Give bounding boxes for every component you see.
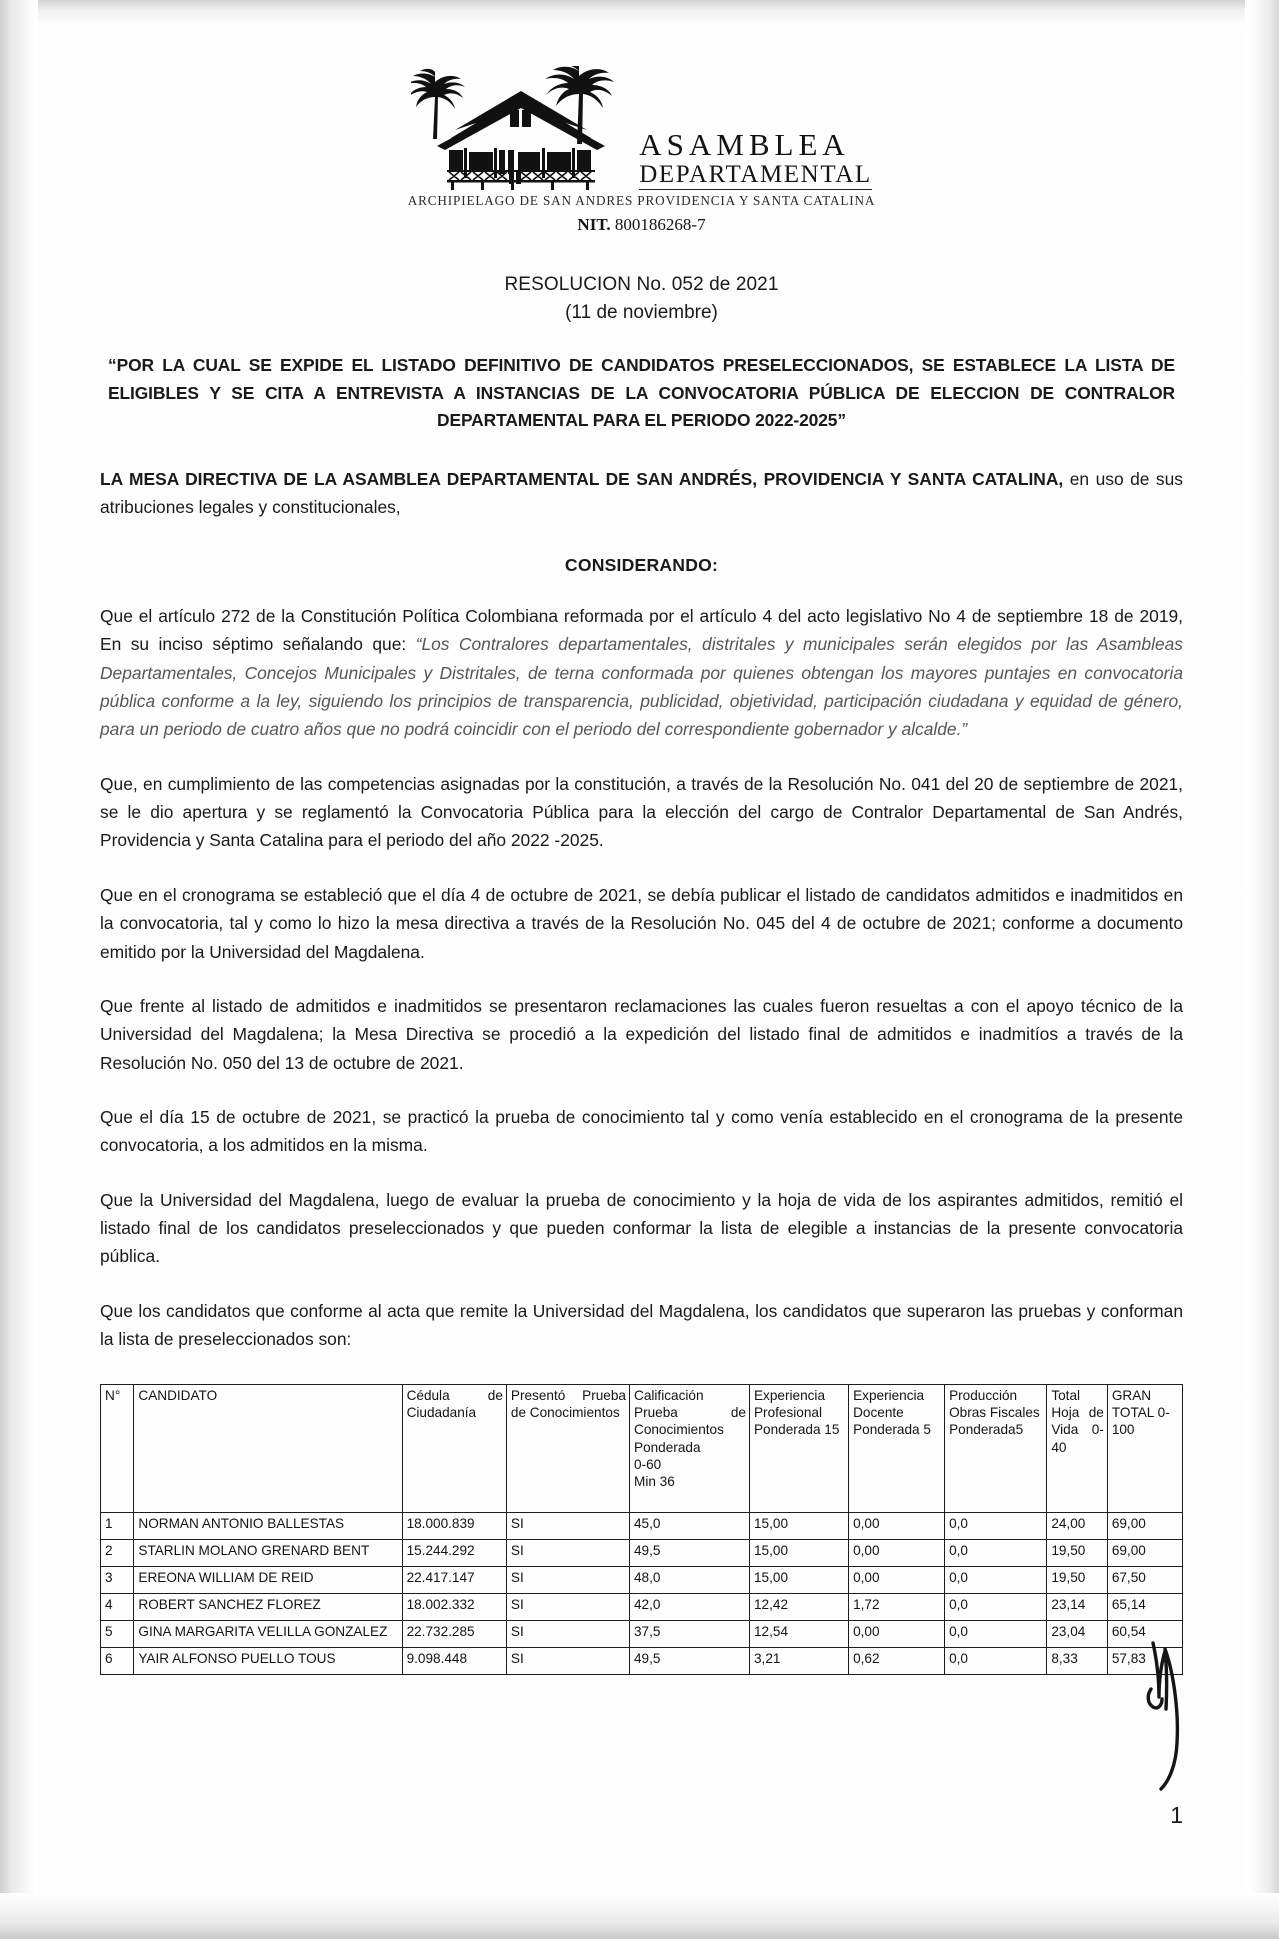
nit-label: NIT. [577, 215, 611, 234]
scan-edge-top [0, 0, 1279, 26]
cell-candidato: YAIR ALFONSO PUELLO TOUS [134, 1647, 402, 1674]
paragraph-2: Que, en cumplimiento de las competencias asignadas por la constitución, a través de la Resolución No. 041 del 20 de septiembre de 2021, se le dio apertura y se reglamentó la Convocatoria Pública para la elección del cargo de Contralor Departamental de San Andrés, Providencia y Santa Catalina para el periodo del año 2022 -2025. [100, 773, 1183, 851]
th-cedula-r: de [487, 1387, 503, 1403]
resolution-purpose: “POR LA CUAL SE EXPIDE EL LISTADO DEFINITIVO DE CANDIDATOS PRESELECCIONADOS, SE ESTABLECE LA LISTA DE ELIGIBLES Y SE CITA A ENTREVISTA A INSTANCIAS DE LA CONVOCATORIA PÚBLICA DE ELECCION DE CONTRALOR DEPARTAMENTAL PARA EL PERIODO 2022-2025” [108, 355, 1175, 431]
org-tagline: ARCHIPIELAGO DE SAN ANDRES PROVIDENCIA Y SANTA CATALINA [407, 193, 876, 208]
scan-edge-right [1245, 0, 1279, 1939]
cell-gran-total: 67,50 [1107, 1566, 1182, 1593]
cell-produccion: 0,0 [945, 1566, 1047, 1593]
th-expprof-1: Experiencia [753, 1387, 826, 1403]
cell-total-hv: 23,14 [1047, 1593, 1108, 1620]
cell-gran-total: 57,83 [1107, 1647, 1182, 1674]
th-presento-2: de Conocimientos [510, 1404, 620, 1420]
paragraph-7: Que los candidatos que conforme al acta que remite la Universidad del Magdalena, los candidatos que superaron las pruebas y conforman la lista de preseleccionados son: [100, 1300, 1183, 1350]
th-total-4: 40 [1051, 1439, 1067, 1455]
considerando-heading: CONSIDERANDO: [564, 554, 719, 575]
preamble [100, 465, 1183, 521]
cell-gran-total: 65,14 [1107, 1593, 1182, 1620]
cell-numero: 4 [101, 1593, 134, 1620]
cell-exp-docente: 1,72 [849, 1593, 945, 1620]
th-prod-2: Obras Fiscales [949, 1404, 1040, 1420]
paragraph-4: Que frente al listado de admitidos e inadmitidos se presentaron reclamaciones las cuales fueron resueltas a con el apoyo técnico de la Universidad del Magdalena; la Mesa Directiva se procedió a la expedición del listado final de admitidos e inadmitíos a través de la Resolución No. 050 del 13 de octubre de 2021. [100, 995, 1183, 1073]
th-expdoc-1: Experiencia [853, 1387, 925, 1403]
cell-exp-docente: 0,00 [849, 1512, 945, 1539]
th-experiencia-profesional [749, 1384, 848, 1512]
th-presento-r: Prueba [582, 1387, 626, 1403]
th-total-2l: Hoja [1051, 1404, 1080, 1420]
th-total-hoja-vida [1047, 1384, 1108, 1512]
cell-exp-profesional: 15,00 [749, 1512, 848, 1539]
th-cedula-2: Ciudadanía [406, 1404, 477, 1420]
paragraph-1 [100, 602, 1183, 744]
th-calif-3: Conocimientos [634, 1422, 724, 1438]
cell-total-hv: 19,50 [1047, 1566, 1108, 1593]
th-calif-6: Min 36 [634, 1474, 675, 1490]
th-gran-1: GRAN [1111, 1387, 1152, 1403]
th-expdoc-3: Ponderada 5 [853, 1422, 931, 1438]
cell-total-hv: 8,33 [1047, 1647, 1108, 1674]
scan-edge-left [0, 0, 38, 1939]
cell-candidato: ROBERT SANCHEZ FLOREZ [134, 1593, 402, 1620]
candidates-table-wrapper [100, 1384, 1183, 1675]
table-row [101, 1512, 1183, 1539]
cell-cedula: 22.417.147 [402, 1566, 506, 1593]
th-gran-total [1107, 1384, 1182, 1512]
table-row [101, 1647, 1183, 1674]
th-expprof-3: Ponderada 15 [753, 1422, 840, 1438]
th-presento-prueba [506, 1384, 629, 1512]
org-subname: DEPARTAMENTAL [639, 162, 871, 191]
th-cedula-l: Cédula [406, 1387, 450, 1403]
table-body [101, 1512, 1183, 1674]
table-row [101, 1539, 1183, 1566]
cell-gran-total: 69,00 [1107, 1539, 1182, 1566]
th-numero: N° [101, 1384, 134, 1512]
cell-exp-docente: 0,00 [849, 1539, 945, 1566]
table-row [101, 1566, 1183, 1593]
cell-candidato: STARLIN MOLANO GRENARD BENT [134, 1539, 402, 1566]
cell-exp-profesional: 15,00 [749, 1566, 848, 1593]
cell-numero: 3 [101, 1566, 134, 1593]
th-cedula [402, 1384, 506, 1512]
cell-exp-docente: 0,00 [849, 1566, 945, 1593]
cell-gran-total: 60,54 [1107, 1620, 1182, 1647]
th-candidato: CANDIDATO [134, 1384, 402, 1512]
cell-calificacion: 48,0 [630, 1566, 750, 1593]
th-prod-3: Ponderada5 [949, 1422, 1024, 1438]
th-prod-1: Producción [949, 1387, 1018, 1403]
cell-numero: 6 [101, 1647, 134, 1674]
paragraph-6: Que la Universidad del Magdalena, luego de evaluar la prueba de conocimiento y la hoja de vida de los aspirantes admitidos, remitió el listado final de los candidatos preseleccionados y que pueden conformar la lista de elegible a instancias de la presente convocatoria pública. [100, 1189, 1183, 1267]
cell-candidato: EREONA WILLIAM DE REID [134, 1566, 402, 1593]
paragraph-1-lead: Que el artículo 272 de la Constitución Política Colombiana reformada por el artículo 4 del acto legislativo No 4 de septiembre 18 de 2019, En su inciso séptimo señalando que: [100, 605, 1183, 655]
cell-exp-profesional: 3,21 [749, 1647, 848, 1674]
cell-exp-profesional: 12,42 [749, 1593, 848, 1620]
th-calif-5: 0-60 [634, 1457, 662, 1473]
cell-total-hv: 19,50 [1047, 1539, 1108, 1566]
cell-presento: SI [506, 1593, 629, 1620]
cell-cedula: 9.098.448 [402, 1647, 506, 1674]
cell-cedula: 18.002.332 [402, 1593, 506, 1620]
th-gran-3: 100 [1111, 1422, 1135, 1438]
cell-candidato: NORMAN ANTONIO BALLESTAS [134, 1512, 402, 1539]
page-number: 1 [1170, 1802, 1183, 1828]
cell-exp-docente: 0,62 [849, 1647, 945, 1674]
cell-produccion: 0,0 [945, 1593, 1047, 1620]
th-total-3r: 0- [1091, 1422, 1104, 1438]
nit-value: 800186268-7 [614, 215, 706, 234]
document-sheet [38, 26, 1245, 1899]
table-row [101, 1593, 1183, 1620]
th-presento-l: Presentó [510, 1387, 566, 1403]
cell-cedula: 18.000.839 [402, 1512, 506, 1539]
th-calif-4: Ponderada [634, 1439, 701, 1455]
cell-total-hv: 24,00 [1047, 1512, 1108, 1539]
document-body [100, 271, 1183, 1675]
cell-calificacion: 37,5 [630, 1620, 750, 1647]
cell-exp-docente: 0,00 [849, 1620, 945, 1647]
cell-produccion: 0,0 [945, 1647, 1047, 1674]
th-produccion-obras-fiscales [945, 1384, 1047, 1512]
table-header-row [101, 1384, 1183, 1512]
nit-line [100, 215, 1183, 235]
cell-numero: 1 [101, 1512, 134, 1539]
th-calif-2l: Prueba [634, 1404, 678, 1420]
cell-exp-profesional: 15,00 [749, 1539, 848, 1566]
scan-edge-bottom [0, 1893, 1279, 1939]
th-total-1: Total [1051, 1387, 1081, 1403]
letterhead [100, 44, 1183, 194]
th-expprof-2: Profesional [753, 1404, 822, 1420]
th-calificacion [630, 1384, 750, 1512]
cell-exp-profesional: 12,54 [749, 1620, 848, 1647]
cell-numero: 5 [101, 1620, 134, 1647]
th-experiencia-docente [849, 1384, 945, 1512]
cell-produccion: 0,0 [945, 1539, 1047, 1566]
table-header [101, 1384, 1183, 1512]
cell-cedula: 22.732.285 [402, 1620, 506, 1647]
th-total-2r: de [1088, 1404, 1104, 1420]
cell-numero: 2 [101, 1539, 134, 1566]
preamble-bold: LA MESA DIRECTIVA DE LA ASAMBLEA DEPARTAMENTAL DE SAN ANDRÉS, PROVIDENCIA Y SANTA CATALINA, [100, 468, 1064, 489]
org-name: ASAMBLEA [639, 126, 850, 162]
cell-produccion: 0,0 [945, 1620, 1047, 1647]
th-calif-1: Calificación [634, 1387, 704, 1403]
cell-presento: SI [506, 1620, 629, 1647]
th-calif-2r: de [730, 1404, 746, 1420]
cell-total-hv: 23,04 [1047, 1620, 1108, 1647]
cell-calificacion: 45,0 [630, 1512, 750, 1539]
org-name-block [639, 126, 872, 194]
house-with-palms-icon [411, 66, 631, 194]
cell-presento: SI [506, 1539, 629, 1566]
th-total-3l: Vida [1051, 1422, 1079, 1438]
paragraph-5: Que el día 15 de octubre de 2021, se practicó la prueba de conocimiento tal y como venía establecido en el cronograma de la presente convocatoria, a los admitidos en la misma. [100, 1107, 1183, 1156]
cell-candidato: GINA MARGARITA VELILLA GONZALEZ [134, 1620, 402, 1647]
cell-presento: SI [506, 1647, 629, 1674]
cell-calificacion: 49,5 [630, 1647, 750, 1674]
cell-calificacion: 42,0 [630, 1593, 750, 1620]
preamble-rest: en uso de sus atribuciones legales y constitucionales, [100, 468, 1183, 517]
resolution-date: (11 de noviembre) [565, 301, 718, 323]
table-row [101, 1620, 1183, 1647]
cell-presento: SI [506, 1512, 629, 1539]
resolution-title: RESOLUCION No. 052 de 2021 [504, 274, 779, 295]
paragraph-3: Que en el cronograma se estableció que el día 4 de octubre de 2021, se debía publicar el listado de candidatos admitidos e inadmitidos en la convocatoria, tal y como lo hizo la mesa directiva a través de la Resolución No. 045 del 4 de octubre de 2021; conforme a documento emitido por la Universidad del Magdalena. [100, 884, 1183, 962]
cell-produccion: 0,0 [945, 1512, 1047, 1539]
cell-calificacion: 49,5 [630, 1539, 750, 1566]
candidates-table [100, 1384, 1183, 1675]
th-gran-2: TOTAL 0- [1111, 1404, 1170, 1420]
th-expdoc-2: Docente [853, 1404, 904, 1420]
cell-cedula: 15.244.292 [402, 1539, 506, 1566]
constitution-quote: “Los Contralores departamentales, distritales y municipales serán elegidos por las Asambleas Departamentales, Concejos Municipales y Distritales, de terna conformada por quienes obtengan los mayores puntajes en convocatoria pública conforme a la ley, siguiendo los principios de transparencia, publicidad, objetividad, participación ciudadana y equidad de género, para un periodo de cuatro años que no podrá coincidir con el periodo del correspondiente gobernador y alcalde.” [100, 634, 1183, 740]
cell-gran-total: 69,00 [1107, 1512, 1182, 1539]
cell-presento: SI [506, 1566, 629, 1593]
